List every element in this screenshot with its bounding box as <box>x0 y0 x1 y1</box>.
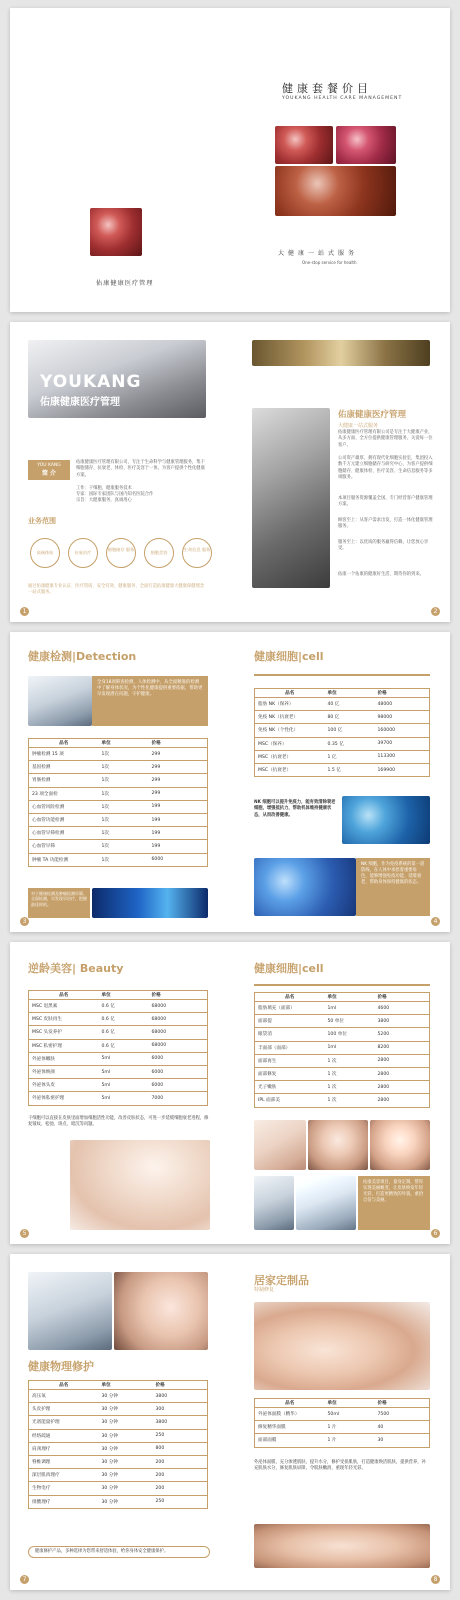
cell-unit: 1次 <box>99 800 149 813</box>
intro-para-3: 专家：国际专家团队与国内知名医院合作 <box>76 492 154 497</box>
beauty-title: 逆龄美容| Beauty <box>28 962 124 975</box>
service-circle-1: 高端体检 <box>30 538 60 568</box>
cell-name: 肿瘤 TA 功能检测 <box>29 853 99 866</box>
col-unit: 单位 <box>99 739 149 748</box>
cell-name: 23 项全面检 <box>29 787 99 800</box>
cell-unit: 30 分钟 <box>99 1390 153 1403</box>
detection-bottom-box: 对于健康检测及肿瘤检测早筛、全面检测，早发现早治疗，把握最佳时机。 <box>28 888 90 918</box>
cover-image-1 <box>275 126 333 164</box>
intro-para-1: 佑康健康医疗管理有限公司，专注于生命科学与健康管理服务，集干细胞储存、抗衰老、体检、医疗美容于一体，为客户提供个性化健康方案。 <box>76 460 205 478</box>
cell-title-rule-2 <box>254 984 430 986</box>
cell-name: 外泌体面膜（精华） <box>255 1408 325 1421</box>
cell-name: 基因检测 <box>29 761 99 774</box>
cell-unit: 1 片 <box>325 1421 375 1434</box>
cell-name: MSC（保养） <box>255 737 325 750</box>
cover-title: 健康套餐价目 <box>282 82 372 95</box>
facial-care-image <box>254 1524 430 1568</box>
service-circle-5: 生命信息 服务 <box>182 538 212 568</box>
cell-price: 250 <box>153 1495 208 1508</box>
cell-unit: 1次 <box>99 827 149 840</box>
cover-tagline-en: One-stop service for health <box>302 260 357 265</box>
col-unit: 单位 <box>325 993 375 1002</box>
detection-image <box>28 676 92 726</box>
right-title: 佑康健康医疗管理 <box>338 410 407 420</box>
cell-price: 200 <box>153 1482 208 1495</box>
physio-device-image <box>28 1272 112 1350</box>
cell-price: 300 <box>153 1403 208 1416</box>
table-row <box>255 1094 430 1107</box>
page-number-6: 6 <box>431 1229 440 1238</box>
table-row <box>29 774 208 787</box>
lab-image <box>252 408 330 588</box>
table-row <box>255 1002 430 1015</box>
col-price: 价格 <box>375 689 430 698</box>
cell-unit: 5ml <box>99 1052 149 1065</box>
cover-image-3 <box>275 166 396 216</box>
cell-name: MSC 退黑素 <box>29 1000 99 1013</box>
cell-name: 免疫 NK（抗衰老） <box>255 711 325 724</box>
cover-subtitle: YOUKANG HEALTH CARE MANAGEMENT <box>282 96 403 101</box>
cell-price: 199 <box>149 840 208 853</box>
cell2-box: 佑康美容项目，量身定制，帮你实现美丽蜕变，让皮肤焕发年轻光彩，打造更精致的外貌，重拾自信与美丽。 <box>358 1176 430 1230</box>
table-row <box>29 813 208 826</box>
cover-left <box>10 8 230 312</box>
cell-name: IPL 面部美 <box>255 1094 325 1107</box>
home-title: 居家定制品 <box>254 1274 309 1287</box>
table-row <box>29 1495 208 1508</box>
cell-unit: 0.35 亿 <box>325 737 375 750</box>
face-image-2 <box>370 1120 430 1170</box>
cell-name: 眼袋消 <box>255 1028 325 1041</box>
device-image-2 <box>296 1176 356 1230</box>
intro-page <box>10 322 450 622</box>
service-circle-3: 细胞储存 服务 <box>106 538 136 568</box>
tech-image <box>92 888 208 918</box>
cell-price: 8200 <box>375 1041 430 1054</box>
beauty-face-image <box>70 1140 210 1230</box>
cell-unit: 0.6 亿 <box>99 1039 149 1052</box>
table-row <box>255 711 430 724</box>
cell-unit: 1 次 <box>325 1054 375 1067</box>
page-number-3: 3 <box>20 917 29 926</box>
cell-price: 7000 <box>149 1092 208 1105</box>
cell-unit: 1.5 亿 <box>325 763 375 776</box>
cell-unit: 0.6 亿 <box>99 1000 149 1013</box>
cell-price: 6000 <box>149 1065 208 1078</box>
table-row <box>29 1390 208 1403</box>
table-row <box>255 1041 430 1054</box>
cell-price: 98000 <box>375 711 430 724</box>
physio-title: 健康物理修护 <box>28 1360 94 1373</box>
cell-name: 免疫 NK（个性化） <box>255 724 325 737</box>
cell-title-rule <box>254 674 430 676</box>
cell-unit: 1次 <box>99 748 149 761</box>
device-image-1 <box>254 1176 294 1230</box>
cell-name: MSC（抗衰老） <box>255 750 325 763</box>
cell-name: 面部面膜 <box>255 1434 325 1447</box>
cell-unit: 30 分钟 <box>99 1403 153 1416</box>
home-header-row <box>255 1399 430 1408</box>
cell-name: 心血管早筛 <box>29 840 99 853</box>
intro-tag-en: YOU KANG <box>37 463 61 468</box>
cell-price: 200 <box>153 1469 208 1482</box>
page-number-5: 5 <box>20 1229 29 1238</box>
right-subtitle: 大健康一站式服务 <box>338 423 379 429</box>
cover-image-2 <box>336 126 396 164</box>
cell-price: 5200 <box>375 1028 430 1041</box>
right-para-2: 公司资产雄厚、拥有现代化细胞实验室，集团投入数千万元建立细胞储存与研究中心，为客户提供细胞储存、健康体检、医疗美容、生命信息服务等多项服务。 <box>338 456 433 481</box>
cell-unit: 50ml <box>325 1408 375 1421</box>
cell-unit: 0.6 亿 <box>99 1013 149 1026</box>
table-row <box>29 1000 208 1013</box>
cell-name: 心血管早筛检测 <box>29 827 99 840</box>
col-name: 品名 <box>29 1381 99 1390</box>
cell-unit: 80 亿 <box>325 711 375 724</box>
cover-brand: 佑康健康医疗管理 <box>96 280 154 287</box>
banner-title: YOUKANG <box>40 372 142 392</box>
table-row <box>29 1079 208 1092</box>
cell-name: 脂肪填充（面部） <box>255 1002 325 1015</box>
nk-cell-image-1 <box>342 796 430 844</box>
col-unit: 单位 <box>99 1381 153 1390</box>
table-row <box>255 763 430 776</box>
nk-text: NK 细胞可以提升免疫力，能有效清除衰老细胞，增强抵抗力，帮助机体维持健康状态，从而改善健康。 <box>254 800 336 818</box>
table-row <box>29 853 208 866</box>
service-circle-4: 细胞美容 <box>144 538 174 568</box>
cell-name: 经络疏通 <box>29 1429 99 1442</box>
massage-image <box>254 1302 430 1390</box>
col-name: 品名 <box>255 993 325 1002</box>
page-number-8: 8 <box>431 1575 440 1584</box>
cell-price: 199 <box>149 827 208 840</box>
col-unit: 单位 <box>325 689 375 698</box>
cell-header-row <box>255 993 430 1002</box>
page-number-7: 7 <box>20 1575 29 1584</box>
cell-unit: 30 分钟 <box>99 1416 153 1429</box>
cell-price: 299 <box>149 748 208 761</box>
cell-unit: 40 亿 <box>325 698 375 711</box>
cell-unit: 5ml <box>99 1092 149 1105</box>
cell-name: 光谱能量护理 <box>29 1416 99 1429</box>
cell-name: 外泌体私密护理 <box>29 1092 99 1105</box>
cell-price: 7500 <box>375 1408 430 1421</box>
home-table <box>254 1398 430 1448</box>
cell-unit: 30 分钟 <box>99 1455 153 1468</box>
detection-box: 全身18项筛查检测，人体检测中，从全面精准的检测中了解身体状况，为个性化健康提供重要依据，帮助更早发现潜在问题，守护健康。 <box>92 676 208 726</box>
cell-price: 160000 <box>375 724 430 737</box>
cell-name: MSC 皮肤再生 <box>29 1013 99 1026</box>
cell-name: 心血管风险检测 <box>29 800 99 813</box>
col-price: 价格 <box>375 1399 430 1408</box>
table-row <box>29 1013 208 1026</box>
cell-price: 299 <box>149 761 208 774</box>
cell-name: 丰面部（面部） <box>255 1041 325 1054</box>
table-row <box>29 1092 208 1105</box>
cell-name: 修复精华面膜 <box>255 1421 325 1434</box>
cell-unit: 1次 <box>99 813 149 826</box>
cell-unit: 1次 <box>99 853 149 866</box>
detection-table <box>28 738 208 867</box>
cell-price: 2800 <box>375 1067 430 1080</box>
cell-unit: 100 亿 <box>325 724 375 737</box>
cover-right <box>230 8 450 312</box>
cell-section-1 <box>230 632 450 932</box>
cell-unit: 50 单位 <box>325 1015 375 1028</box>
physio-header-row <box>29 1381 208 1390</box>
right-para-5: 服务至上：以优质的服务赢得信赖，让您放心享受。 <box>338 540 429 552</box>
cell-unit: 1ml <box>325 1002 375 1015</box>
banner-cn: 佑康健康医疗管理 <box>40 397 120 408</box>
table-row <box>29 1455 208 1468</box>
table-row <box>29 1482 208 1495</box>
home-section <box>230 1254 450 1590</box>
table-row <box>29 840 208 853</box>
cell-name: 脂肪 NK（保养） <box>255 698 325 711</box>
cell-price: 39700 <box>375 737 430 750</box>
physio-section <box>10 1254 230 1590</box>
cell-price: 2800 <box>375 1094 430 1107</box>
table-row <box>29 1403 208 1416</box>
cell-name: 生物电疗 <box>29 1482 99 1495</box>
cell-unit: 30 分钟 <box>99 1442 153 1455</box>
cell-price: 2800 <box>375 1081 430 1094</box>
cell-unit: 5ml <box>99 1065 149 1078</box>
blood-cell-image <box>90 208 142 256</box>
table-row <box>29 1065 208 1078</box>
cell-unit: 5ml <box>99 1079 149 1092</box>
intro-para-2: 工作：干细胞、健康服务技术 <box>76 486 132 491</box>
page-number-2: 2 <box>431 607 440 616</box>
col-unit: 单位 <box>99 991 149 1000</box>
cover-tagline: 大健康一站式服务 <box>278 250 359 257</box>
table-row <box>29 800 208 813</box>
table-row <box>255 1421 430 1434</box>
right-para-1: 佑康健康医疗管理有限公司是专注于大健康产业，从多方面、全方位提供健康管理服务，关爱每一位客户。 <box>338 430 433 448</box>
page-number-1: 1 <box>20 607 29 616</box>
cell-name: 光子嫩肤 <box>255 1081 325 1094</box>
cell-unit: 100 单位 <box>325 1028 375 1041</box>
col-price: 价格 <box>149 739 208 748</box>
table-row <box>255 698 430 711</box>
cell-name: 外泌体嫩肤 <box>29 1052 99 1065</box>
cell-price: 68000 <box>149 1013 208 1026</box>
table-row <box>29 787 208 800</box>
top-strip-image <box>252 340 430 366</box>
cell-price: 6000 <box>149 853 208 866</box>
cell-name: MSC 私密护理 <box>29 1039 99 1052</box>
cell-name: 面部提 <box>255 1015 325 1028</box>
cell-name: 排酸理疗 <box>29 1495 99 1508</box>
cell-price: 3800 <box>153 1390 208 1403</box>
col-unit: 单位 <box>325 1399 375 1408</box>
cell-name: MSC 头发养护 <box>29 1026 99 1039</box>
col-name: 品名 <box>29 991 99 1000</box>
col-price: 价格 <box>149 991 208 1000</box>
col-name: 品名 <box>29 739 99 748</box>
cell-unit: 1次 <box>99 787 149 800</box>
cell-price: 250 <box>153 1429 208 1442</box>
cell-price: 68000 <box>149 1026 208 1039</box>
cell-price: 199 <box>149 800 208 813</box>
detection-section <box>10 632 230 932</box>
table-row <box>29 761 208 774</box>
table-row <box>29 1052 208 1065</box>
col-name: 品名 <box>255 689 325 698</box>
intro-tag-cn: 简 介 <box>41 470 57 477</box>
table-row <box>255 1081 430 1094</box>
cell-unit: 1次 <box>99 774 149 787</box>
detection-title: 健康检测|Detection <box>28 650 137 663</box>
cell-section-2 <box>230 942 450 1244</box>
beauty-desc: 干细胞可以直接在皮肤里面增加细胞活性功能，改善皮肤状态，可进一步延缓细胞衰老进程，修复皱纹、松弛、斑点、暗沉等问题。 <box>28 1116 209 1128</box>
intro-right <box>230 322 450 622</box>
cell-name: 面部修复 <box>255 1067 325 1080</box>
col-price: 价格 <box>153 1381 208 1390</box>
cell-price: 40 <box>375 1421 430 1434</box>
cell-unit: 1 次 <box>325 1094 375 1107</box>
table-row <box>255 750 430 763</box>
table-row <box>255 1408 430 1421</box>
cell-table-1 <box>254 688 430 777</box>
right-para-4: 顾客至上：从客户需求出发，打造一体化健康管理服务。 <box>338 518 433 530</box>
cell-name: 心血管功能检测 <box>29 813 99 826</box>
table-row <box>255 1067 430 1080</box>
cell-price: 169900 <box>375 763 430 776</box>
cell-price: 3800 <box>375 1015 430 1028</box>
intro-tag <box>28 460 70 480</box>
cell-price: 299 <box>149 787 208 800</box>
detection-header-row <box>29 739 208 748</box>
home-subtitle: 特制修复 <box>254 1287 275 1293</box>
cell-price: 200 <box>153 1455 208 1468</box>
cell-price: 3800 <box>153 1416 208 1429</box>
cell-price: 113300 <box>375 750 430 763</box>
cell-unit: 30 分钟 <box>99 1469 153 1482</box>
intro-footer: 通过佑康健康专业认证、医疗资质、安全有效、健康服务、全面打造佑康健康大健康保健理念一站式服务。 <box>28 584 205 596</box>
physio-note: 健康修护产品，多种选择为您带来舒适体验，给你身体安全健康保护。 <box>28 1546 210 1558</box>
table-row <box>29 1442 208 1455</box>
cell-unit: 30 分钟 <box>99 1482 153 1495</box>
cell-name: MSC（抗衰老） <box>255 763 325 776</box>
nk-cell-image-2 <box>254 858 356 916</box>
cell-price: 800 <box>153 1442 208 1455</box>
intro-para-4: 宗旨：大健康服务，真诚用心 <box>76 498 132 503</box>
cell-name: 面部再生 <box>255 1054 325 1067</box>
nk-box: NK 细胞，作为免疫系统的第一道防线，在人体中承担着重要角色，能够增强免疫功能、延缓衰老，帮助身体保持健康的状态。 <box>356 858 430 916</box>
cell-unit: 1 亿 <box>325 750 375 763</box>
cell-price: 68000 <box>149 1039 208 1052</box>
service-circle-2: 抗衰治疗 <box>68 538 98 568</box>
physio-table <box>28 1380 208 1509</box>
cell-title-1: 健康细胞|cell <box>254 650 324 663</box>
cell-price: 199 <box>149 813 208 826</box>
cell-unit: 0.6 亿 <box>99 1026 149 1039</box>
table-row <box>29 1026 208 1039</box>
detection-cell-page <box>10 632 450 932</box>
face-image-1 <box>308 1120 368 1170</box>
cell-name: 肿瘤检测 15 项 <box>29 748 99 761</box>
cell-unit: 30 分钟 <box>99 1495 153 1508</box>
cell-title-2: 健康细胞|cell <box>254 962 324 975</box>
table-row <box>255 1015 430 1028</box>
cell-price: 299 <box>149 774 208 787</box>
intro-left <box>10 322 230 622</box>
beauty-table <box>28 990 208 1106</box>
table-row <box>29 1429 208 1442</box>
col-name: 品名 <box>255 1399 325 1408</box>
page-number-4: 4 <box>431 917 440 926</box>
cover-page <box>10 8 450 312</box>
cell-name: 肩颈理疗 <box>29 1442 99 1455</box>
table-row <box>255 724 430 737</box>
services-title: 业务范围 <box>28 517 56 525</box>
cell-price: 6000 <box>149 1079 208 1092</box>
physio-face-image <box>114 1272 208 1350</box>
cell-unit: 1次 <box>99 840 149 853</box>
col-price: 价格 <box>375 993 430 1002</box>
cell-unit: 1 次 <box>325 1081 375 1094</box>
cell-unit: 1ml <box>325 1041 375 1054</box>
cell-price: 6000 <box>149 1052 208 1065</box>
cell-name: 外泌体头皮 <box>29 1079 99 1092</box>
cell-price: 4600 <box>375 1002 430 1015</box>
physio-home-page <box>10 1254 450 1590</box>
cell-header-row <box>255 689 430 698</box>
right-para-6: 佑康一个佑康的健康好生活，期待你的到来。 <box>338 572 424 577</box>
home-desc: 外泌体面膜，充分渗透肌肤，提升水分，修护受损肌肤，打造健康焕活肌肤，提供营养，补充肌肤水分，修复肌肤屏障，令肌肤嫩滑，重现年轻光彩。 <box>254 1460 426 1472</box>
table-row <box>255 737 430 750</box>
cell-price: 48000 <box>375 698 430 711</box>
cell-unit: 1 片 <box>325 1434 375 1447</box>
cell-name: 深层肌肉理疗 <box>29 1469 99 1482</box>
table-row <box>255 1028 430 1041</box>
table-row <box>29 1469 208 1482</box>
cell-price: 2800 <box>375 1054 430 1067</box>
table-row <box>29 1039 208 1052</box>
cell-unit: 1 次 <box>325 1067 375 1080</box>
cell-price: 68000 <box>149 1000 208 1013</box>
right-para-3: 本项目服务资源覆盖全国，专门经营客户健康管理方案。 <box>338 496 433 508</box>
table-row <box>255 1054 430 1067</box>
cell-unit: 30 分钟 <box>99 1429 153 1442</box>
beauty-section <box>10 942 230 1244</box>
table-row <box>255 1434 430 1447</box>
cell-price: 30 <box>375 1434 430 1447</box>
table-row <box>29 827 208 840</box>
cell-name: 外泌体焕颜 <box>29 1065 99 1078</box>
cell-name: 胃肠检测 <box>29 774 99 787</box>
table-row <box>29 1416 208 1429</box>
cell-table-2 <box>254 992 430 1108</box>
skin-image-1 <box>254 1120 306 1170</box>
beauty-header-row <box>29 991 208 1000</box>
cell-name: 脊椎调理 <box>29 1455 99 1468</box>
cell-unit: 1次 <box>99 761 149 774</box>
cell-name: 高压氧 <box>29 1390 99 1403</box>
cell-name: 头皮护理 <box>29 1403 99 1416</box>
beauty-cell-page <box>10 942 450 1244</box>
table-row <box>29 748 208 761</box>
